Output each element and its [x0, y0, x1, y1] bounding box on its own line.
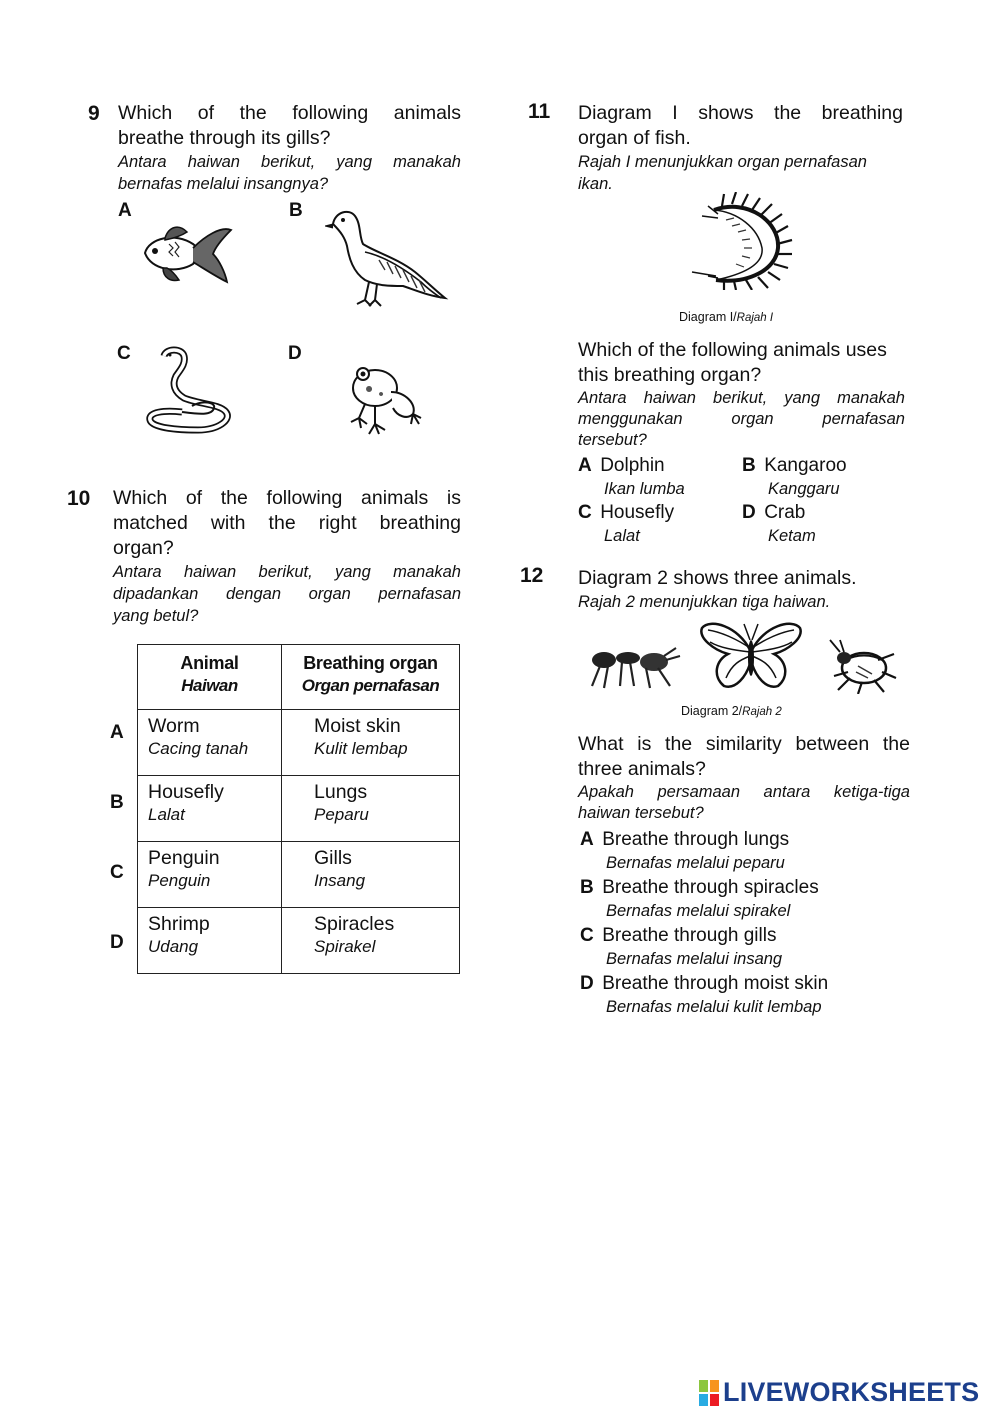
liveworksheets-logo[interactable] [698, 1377, 979, 1408]
q12-question [578, 732, 910, 824]
q12-number: 12 [520, 564, 544, 587]
q11-caption [679, 310, 773, 324]
option-en: Breathe through gills [602, 925, 777, 946]
q11-question-en-2: this breathing organ? [578, 364, 762, 386]
q10-row-b-letter: B [110, 792, 124, 813]
table-row [138, 710, 460, 776]
q9-question-en-2: breathe through its gills? [118, 127, 331, 149]
q10-row-d-letter: D [110, 932, 124, 953]
q12-option-a [580, 828, 789, 874]
option-letter: A [578, 455, 592, 476]
q11-question-en-1: Which of the following animals uses [578, 339, 887, 361]
option-letter: A [580, 829, 594, 850]
organ-en: Gills [314, 847, 352, 869]
q11-stem-en-1: Diagram I shows the breathing [578, 102, 903, 124]
q10-row-c-letter: C [110, 862, 124, 883]
organ-cell [282, 908, 460, 974]
option-letter: B [742, 455, 756, 476]
q12-text [578, 566, 908, 613]
organ-cell [282, 710, 460, 776]
q10-table [137, 644, 460, 974]
q11-caption-en: Diagram I/ [679, 310, 737, 324]
animal-en: Housefly [148, 781, 224, 803]
fish-gill-image [688, 192, 796, 290]
q10-row-a-letter: A [110, 722, 124, 743]
animal-ms: Cacing tanah [148, 739, 249, 758]
animal-en: Shrimp [148, 913, 210, 935]
option-letter: B [580, 877, 594, 898]
q9-option-d-label: D [288, 343, 302, 364]
table-row [138, 776, 460, 842]
option-letter: C [580, 925, 594, 946]
table-header-row [138, 645, 460, 710]
q11-option-a [578, 454, 685, 500]
q11-number: 11 [528, 100, 551, 123]
q10-question-en-3: organ? [113, 537, 174, 559]
option-letter: C [578, 502, 592, 523]
option-en: Crab [764, 502, 806, 523]
option-en: Dolphin [600, 455, 665, 476]
option-letter: D [580, 973, 594, 994]
q11-stem-ms-1: Rajah I menunjukkan organ pernafasan [578, 153, 867, 171]
q12-question-en-2: three animals? [578, 758, 706, 780]
animal-en: Worm [148, 715, 200, 737]
option-ms: Ikan lumba [604, 480, 685, 498]
q9-question-en-1: Which of the following animals [118, 102, 461, 124]
q9-option-b-label: B [289, 200, 303, 221]
option-en: Housefly [600, 502, 675, 523]
q11-option-d [742, 501, 816, 547]
q12-question-ms-2: haiwan tersebut? [578, 804, 704, 822]
option-ms: Bernafas melalui insang [606, 950, 783, 968]
animal-cell [138, 776, 282, 842]
option-ms: Bernafas melalui spirakel [606, 902, 791, 920]
q9-question-ms-2: bernafas melalui insangnya? [118, 175, 329, 193]
option-ms: Bernafas melalui kulit lembap [606, 998, 822, 1016]
organ-en: Moist skin [314, 715, 401, 737]
q11-option-c [578, 501, 674, 547]
logo-icon [698, 1379, 720, 1407]
organ-cell [282, 842, 460, 908]
ant-image [588, 642, 683, 692]
header-organ-en: Breathing organ [303, 653, 438, 673]
q12-stem-en: Diagram 2 shows three animals. [578, 567, 857, 589]
organ-en: Lungs [314, 781, 368, 803]
q10-question-ms-1: Antara haiwan berikut, yang manakah [113, 563, 461, 581]
animal-cell [138, 710, 282, 776]
q9-question-ms-1: Antara haiwan berikut, yang manakah [118, 153, 461, 171]
option-ms: Lalat [604, 527, 640, 545]
animal-cell [138, 908, 282, 974]
q10-question-ms-2: dipadankan dengan organ pernafasan [113, 585, 461, 603]
q10-question-ms-3: yang betul? [113, 607, 199, 625]
q11-stem-en-2: organ of fish. [578, 127, 691, 149]
q12-caption-en: Diagram 2/ [681, 704, 743, 718]
frog-image [345, 362, 425, 437]
header-organ [282, 645, 460, 710]
q12-option-c [580, 924, 782, 970]
q12-caption-ms: Rajah 2 [742, 706, 782, 718]
option-ms: Kanggaru [768, 480, 840, 498]
q10-number: 10 [67, 487, 91, 510]
header-animal [138, 645, 282, 710]
pigeon-image [325, 202, 450, 308]
logo-text: LIVEWORKSHEETS [723, 1377, 980, 1407]
organ-en: Spiracles [314, 913, 395, 935]
q12-question-ms-1: Apakah persamaan antara ketiga-tiga [578, 783, 910, 801]
cobra-image [142, 346, 242, 438]
q9-option-c-label: C [117, 343, 131, 364]
q11-text [578, 101, 903, 195]
animal-en: Penguin [148, 847, 220, 869]
q11-stem-ms-2: ikan. [578, 175, 613, 193]
animal-cell [138, 842, 282, 908]
option-letter: D [742, 502, 756, 523]
organ-ms: Kulit lembap [314, 739, 408, 758]
q11-caption-ms: Rajah I [736, 312, 774, 324]
q11-question-ms-1: Antara haiwan berikut, yang manakah [578, 389, 905, 407]
q12-question-en-1: What is the similarity between the [578, 733, 910, 755]
option-ms: Ketam [768, 527, 816, 545]
q11-question [578, 338, 905, 451]
animal-ms: Penguin [148, 871, 211, 890]
goldfish-image [135, 218, 235, 288]
q9-number: 9 [88, 102, 100, 125]
q11-question-ms-2: menggunakan organ pernafasan [578, 410, 905, 428]
q12-option-b [580, 876, 819, 922]
cockroach-image [828, 638, 900, 694]
animal-ms: Lalat [148, 805, 185, 824]
option-en: Breathe through lungs [602, 829, 790, 850]
q11-option-b [742, 454, 847, 500]
option-en: Breathe through moist skin [602, 973, 829, 994]
table-row [138, 842, 460, 908]
organ-ms: Spirakel [314, 937, 376, 956]
header-animal-en: Animal [180, 653, 239, 673]
q10-question-en-2: matched with the right breathing [113, 512, 461, 534]
option-en: Kangaroo [764, 455, 847, 476]
q10-question-en-1: Which of the following animals is [113, 487, 461, 509]
butterfly-image [698, 620, 804, 694]
q12-caption [681, 704, 782, 718]
q12-stem-ms: Rajah 2 menunjukkan tiga haiwan. [578, 593, 831, 611]
animal-ms: Udang [148, 937, 199, 956]
q10-text [113, 486, 461, 627]
organ-ms: Insang [314, 871, 366, 890]
q9-option-a-label: A [118, 200, 132, 221]
q12-option-d [580, 972, 828, 1018]
option-en: Breathe through spiracles [602, 877, 819, 898]
table-row [138, 908, 460, 974]
q9-text [118, 101, 461, 195]
organ-ms: Peparu [314, 805, 369, 824]
header-animal-ms: Haiwan [181, 676, 238, 695]
option-ms: Bernafas melalui peparu [606, 854, 785, 872]
header-organ-ms: Organ pernafasan [301, 676, 440, 695]
organ-cell [282, 776, 460, 842]
q11-question-ms-3: tersebut? [578, 431, 647, 449]
